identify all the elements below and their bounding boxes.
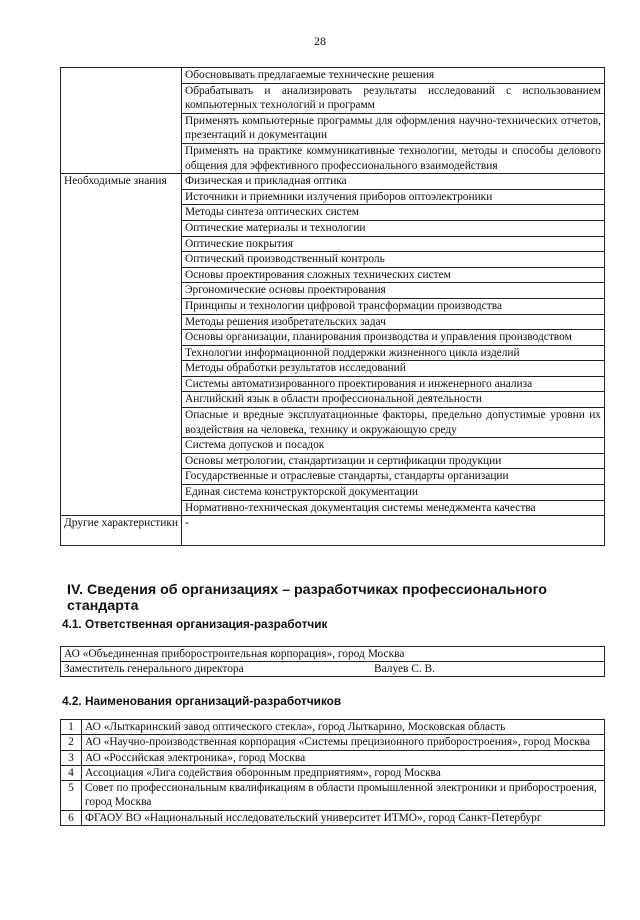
table-row	[61, 781, 605, 811]
responsible-signatory-cell	[61, 662, 605, 677]
row-number: 4	[61, 765, 82, 780]
knowledge-item: Оптические материалы и технологии	[182, 220, 605, 236]
knowledge-item: Источники и приемники излучения приборов оптоэлектроники	[182, 189, 605, 205]
knowledge-item: Государственные и отраслевые стандарты, стандарты организации	[182, 469, 605, 485]
skill-item: Обосновывать предлагаемые технические решения	[182, 68, 605, 84]
table-row	[61, 735, 605, 750]
section-title: IV. Сведения об организациях – разработчиках профессионального стандарта	[67, 582, 547, 614]
knowledge-item: Английский язык в области профессиональной деятельности	[182, 392, 605, 408]
knowledge-item: Основы проектирования сложных технических систем	[182, 267, 605, 283]
skill-item: Обрабатывать и анализировать результаты исследований с использованием компьютерных технологий и программ	[182, 83, 605, 113]
knowledge-item: Система допусков и посадок	[182, 438, 605, 454]
row-number: 3	[61, 750, 82, 765]
table-row	[61, 68, 605, 84]
knowledge-item: Оптический производственный контроль	[182, 252, 605, 268]
table-row	[61, 647, 605, 662]
developer-org-name: Совет по профессиональным квалификациям в области промышленной электроники и приборостроения, город Москва	[82, 781, 605, 811]
row-number: 5	[61, 781, 82, 811]
knowledge-item: Оптические покрытия	[182, 236, 605, 252]
table-row	[61, 750, 605, 765]
table-row	[61, 174, 605, 190]
competency-table	[60, 67, 605, 546]
developer-org-name: Ассоциация «Лига содействия оборонным предприятиям», город Москва	[82, 765, 605, 780]
signatory-row	[64, 662, 601, 676]
row-number: 6	[61, 810, 82, 825]
knowledge-item: Эргономические основы проектирования	[182, 283, 605, 299]
developer-org-name: АО «Российская электроника», город Москва	[82, 750, 605, 765]
knowledge-item: Принципы и технологии цифровой трансформации производства	[182, 298, 605, 314]
knowledge-label: Необходимые знания	[61, 174, 182, 516]
other-characteristics-value: -	[182, 516, 605, 546]
knowledge-item: Технологии информационной поддержки жизненного цикла изделий	[182, 345, 605, 361]
skill-item: Применять на практике коммуникативные технологии, методы и способы делового общения для эффективного профессионального взаимодействия	[182, 143, 605, 173]
other-characteristics-label: Другие характеристики	[61, 516, 182, 546]
skills-label-cell	[61, 68, 182, 174]
knowledge-item: Нормативно-техническая документация системы менеджмента качества	[182, 500, 605, 516]
knowledge-item: Методы синтеза оптических систем	[182, 205, 605, 221]
knowledge-item: Физическая и прикладная оптика	[182, 174, 605, 190]
row-number: 2	[61, 735, 82, 750]
responsible-org-heading: 4.1. Ответственная организация-разработчик	[62, 617, 328, 631]
table-row	[61, 662, 605, 677]
developer-org-name: АО «Лыткаринский завод оптического стекла», город Лыткарино, Московская область	[82, 720, 605, 735]
developers-heading: 4.2. Наименования организаций-разработчиков	[62, 694, 342, 708]
knowledge-item: Основы метрологии, стандартизации и сертификации продукции	[182, 453, 605, 469]
developer-org-name: ФГАОУ ВО «Национальный исследовательский университет ИТМО», город Санкт-Петербург	[82, 810, 605, 825]
skill-item: Применять компьютерные программы для оформления научно-технических отчетов, презентаций и документации	[182, 113, 605, 143]
knowledge-item: Единая система конструкторской документации	[182, 485, 605, 501]
knowledge-item: Методы обработки результатов исследований	[182, 361, 605, 377]
table-row	[61, 720, 605, 735]
developer-org-name: АО «Научно-производственная корпорация «Системы прецизионного приборостроения», город Москва	[82, 735, 605, 750]
table-row	[61, 516, 605, 546]
responsible-org-name: АО «Объединенная приборостроительная корпорация», город Москва	[61, 647, 605, 662]
knowledge-item: Основы организации, планирования производства и управления производством	[182, 330, 605, 346]
developers-table	[60, 719, 605, 826]
signatory-name: Валуев С. В.	[374, 663, 436, 675]
table-row	[61, 765, 605, 780]
page-number: 28	[314, 34, 326, 48]
table-row	[61, 810, 605, 825]
signatory-position: Заместитель генерального директора	[64, 663, 244, 675]
knowledge-item: Системы автоматизированного проектирования и инженерного анализа	[182, 376, 605, 392]
row-number: 1	[61, 720, 82, 735]
knowledge-item: Опасные и вредные эксплуатационные факторы, предельно допустимые уровни их воздействия на человека, технику и окружающую среду	[182, 408, 605, 438]
knowledge-item: Методы решения изобретательских задач	[182, 314, 605, 330]
responsible-org-table	[60, 646, 605, 677]
